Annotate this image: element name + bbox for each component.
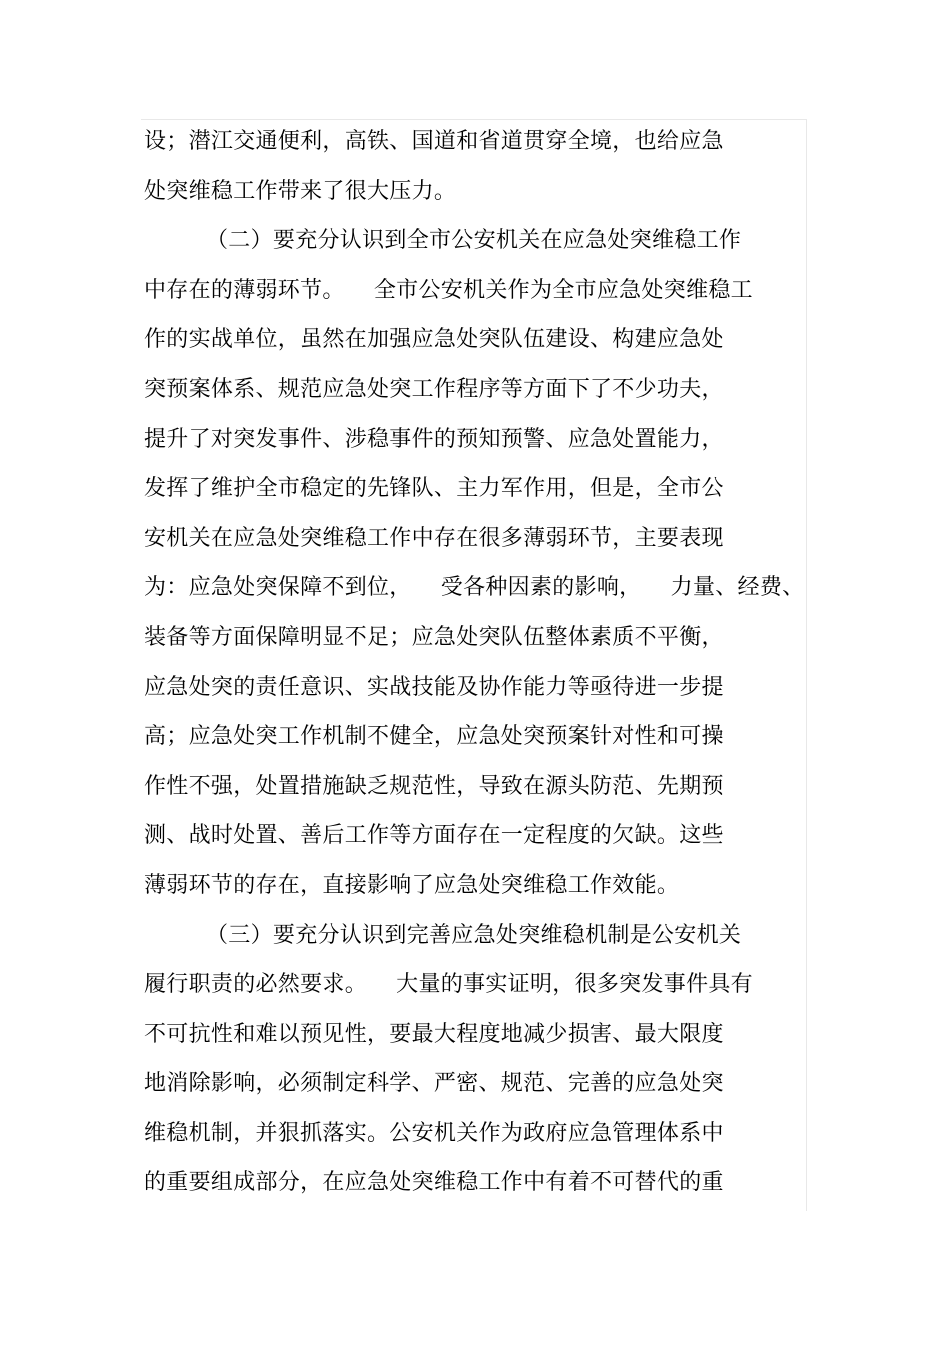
section-heading-line: （三）要充分认识到完善应急处突维稳机制是公安机关 <box>206 922 742 948</box>
text-line: 测、战时处置、善后工作等方面存在一定程度的欠缺。这些 <box>144 823 724 849</box>
text-line: 为：应急处突保障不到位， 受各种因素的影响， 力量、经费、 <box>144 575 805 601</box>
section-heading-line: （二）要充分认识到全市公安机关在应急处突维稳工作 <box>206 228 742 254</box>
text-line: 的重要组成部分，在应急处突维稳工作中有着不可替代的重 <box>144 1170 724 1196</box>
text-line: 薄弱环节的存在，直接影响了应急处突维稳工作效能。 <box>144 872 680 898</box>
text-line: 作的实战单位，虽然在加强应急处突队伍建设、构建应急处 <box>144 327 724 353</box>
text-line: 高；应急处突工作机制不健全，应急处突预案针对性和可操 <box>144 724 724 750</box>
text-line: 地消除影响，必须制定科学、严密、规范、完善的应急处突 <box>144 1071 724 1097</box>
text-line: 维稳机制，并狠抓落实。公安机关作为政府应急管理体系中 <box>144 1120 724 1146</box>
text-line: 安机关在应急处突维稳工作中存在很多薄弱环节，主要表现 <box>144 525 724 551</box>
text-line: 提升了对突发事件、涉稳事件的预知预警、应急处置能力， <box>144 426 724 452</box>
text-line: 作性不强，处置措施缺乏规范性，导致在源头防范、先期预 <box>144 773 724 799</box>
text-line: 中存在的薄弱环节。 全市公安机关作为全市应急处突维稳工 <box>144 277 753 303</box>
text-line: 履行职责的必然要求。 大量的事实证明，很多突发事件具有 <box>144 972 753 998</box>
text-line: 处突维稳工作带来了很大压力。 <box>144 178 457 204</box>
text-line: 应急处突的责任意识、实战技能及协作能力等亟待进一步提 <box>144 674 724 700</box>
text-line: 不可抗性和难以预见性，要最大程度地减少损害、最大限度 <box>144 1021 724 1047</box>
text-line: 突预案体系、规范应急处突工作程序等方面下了不少功夫， <box>144 376 724 402</box>
document-body <box>144 117 844 1208</box>
text-line: 发挥了维护全市稳定的先锋队、主力军作用，但是，全市公 <box>144 476 724 502</box>
text-line: 装备等方面保障明显不足；应急处突队伍整体素质不平衡， <box>144 624 724 650</box>
text-line: 设；潜江交通便利，高铁、国道和省道贯穿全境，也给应急 <box>144 129 724 154</box>
